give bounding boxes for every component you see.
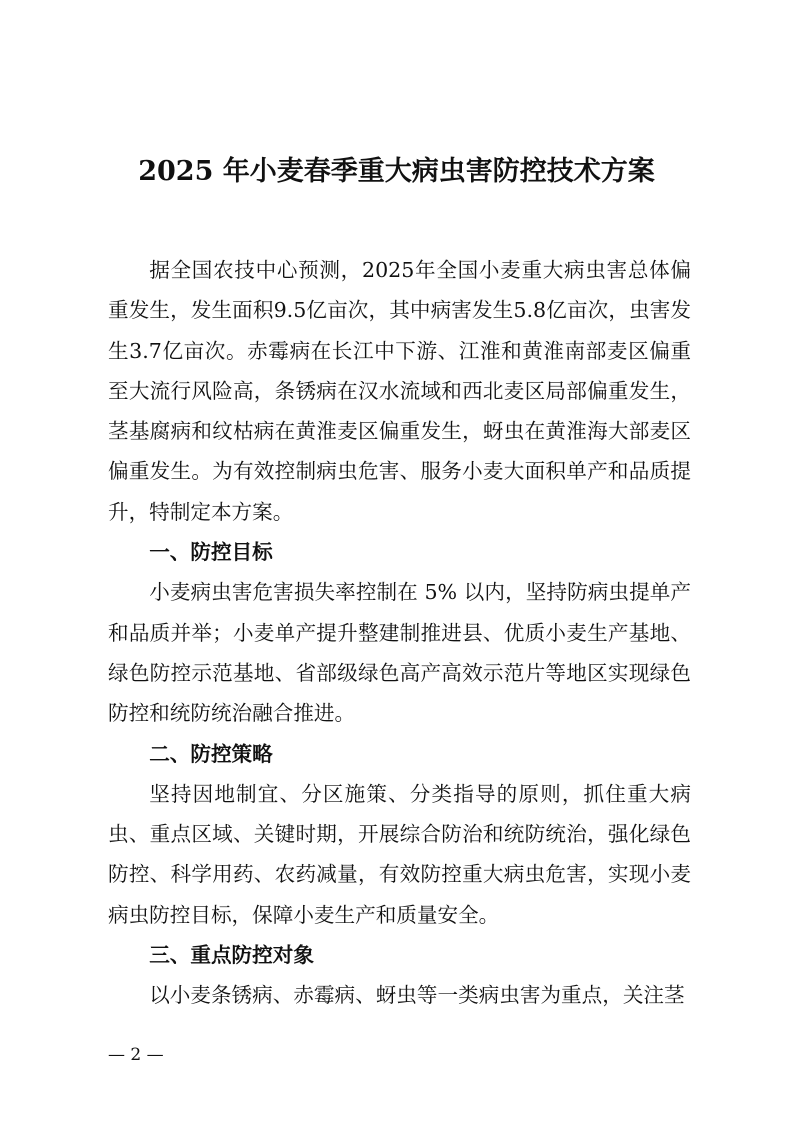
section-heading-strategy: 二、防控策略 xyxy=(149,741,273,766)
document-body xyxy=(108,250,691,1016)
section-text-strategy: 坚持因地制宜、分区施策、分类指导的原则，抓住重大病虫、重点区域、关键时期，开展综合防治和统防统治，强化绿色防控、科学用药、农药减量，有效防控重大病虫危害，实现小麦病虫防控目标，保障小麦生产和质量安全。 xyxy=(108,781,691,927)
page-number: — 2 — xyxy=(108,1045,164,1065)
section-text-targets: 以小麦条锈病、赤霉病、蚜虫等一类病虫害为重点，关注茎 xyxy=(149,983,685,1008)
section-heading-goals: 一、防控目标 xyxy=(149,540,273,565)
document-title: 2025 年小麦春季重大病虫害防控技术方案 xyxy=(138,156,655,187)
section-heading-targets: 三、重点防控对象 xyxy=(149,943,314,968)
intro-paragraph: 据全国农技中心预测，2025年全国小麦重大病虫害总体偏重发生，发生面积9.5亿亩次，其中病害发生5.8亿亩次，虫害发生3.7亿亩次。赤霉病在长江中下游、江淮和黄淮南部麦区偏重至大流行风险高，条锈病在汉水流域和西北麦区局部偏重发生，茎基腐病和纹枯病在黄淮麦区偏重发生，蚜虫在黄淮海大部麦区偏重发生。为有效控制病虫危害、服务小麦大面积单产和品质提升，特制定本方案。 xyxy=(108,258,691,524)
section-text-goals: 小麦病虫害危害损失率控制在 5% 以内，坚持防病虫提单产和品质并举；小麦单产提升整建制推进县、优质小麦生产基地、绿色防控示范基地、省部级绿色高产高效示范片等地区实现绿色防控和统防统治融合推进。 xyxy=(108,580,691,726)
